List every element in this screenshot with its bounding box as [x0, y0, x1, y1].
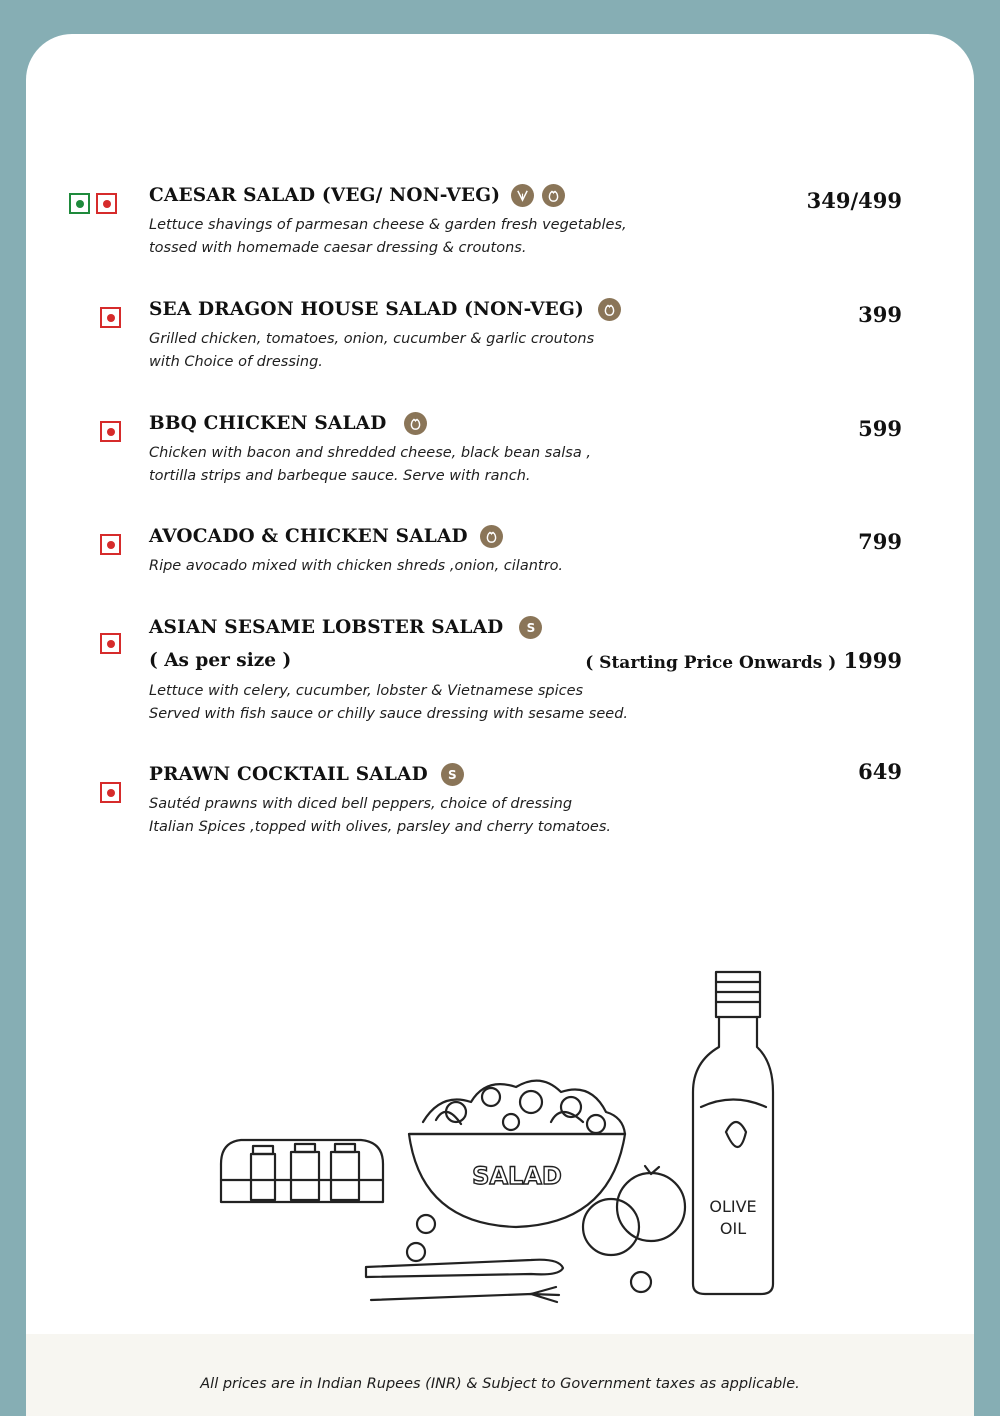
bottle-label-1: OLIVE: [709, 1197, 757, 1216]
bowl-label: SALAD: [472, 1162, 562, 1190]
chicken-icon: [598, 298, 621, 321]
size-note: ( As per size ): [149, 650, 292, 671]
veg-leaf-icon: [511, 184, 534, 207]
item-description-line: tortilla strips and barbeque sauce. Serve with ranch.: [149, 468, 531, 484]
price-note: ( Starting Price Onwards ): [585, 653, 837, 673]
seafood-s-icon: S: [441, 763, 464, 786]
item-price: 349/499: [806, 188, 902, 213]
chicken-icon: [542, 184, 565, 207]
item-title: AVOCADO & CHICKEN SALAD: [149, 526, 468, 547]
footer: [26, 1334, 974, 1416]
menu-page: [26, 34, 974, 1416]
item-description-line: Ripe avocado mixed with chicken shreds ,onion, cilantro.: [149, 558, 564, 574]
item-price: 649: [858, 759, 902, 784]
nonveg-marker-icon: [100, 534, 121, 555]
diet-markers: [69, 193, 117, 214]
item-title: PRAWN COCKTAIL SALAD: [149, 764, 428, 785]
diet-markers: [100, 307, 121, 328]
footer-note: All prices are in Indian Rupees (INR) & Subject to Government taxes as applicable.: [200, 1376, 800, 1392]
item-price: 599: [858, 416, 902, 441]
nonveg-marker-icon: [100, 421, 121, 442]
item-price: 1999: [843, 648, 902, 673]
nonveg-marker-icon: [100, 307, 121, 328]
salad-illustration: [211, 962, 791, 1307]
chicken-icon: [404, 412, 427, 435]
item-price-group: [585, 648, 902, 673]
item-title: CAESAR SALAD (VEG/ NON-VEG): [149, 185, 501, 206]
item-description-line: Lettuce with celery, cucumber, lobster & Vietnamese spices: [149, 683, 584, 699]
item-description-line: tossed with homemade caesar dressing & croutons.: [149, 240, 527, 256]
item-price: 399: [858, 302, 902, 327]
diet-markers: [100, 633, 121, 654]
spice-rack-icon: [221, 1140, 383, 1202]
item-description-line: Grilled chicken, tomatoes, onion, cucumber & garlic croutons: [149, 331, 595, 347]
item-title: ASIAN SESAME LOBSTER SALAD: [149, 617, 504, 638]
item-description-line: Lettuce shavings of parmesan cheese & garden fresh vegetables,: [149, 217, 627, 233]
cutlery-icon: [366, 1243, 563, 1302]
nonveg-marker-icon: [96, 193, 117, 214]
item-title: BBQ CHICKEN SALAD: [149, 413, 387, 434]
item-title: SEA DRAGON HOUSE SALAD (NON-VEG): [149, 299, 584, 320]
item-description-line: Served with fish sauce or chilly sauce dressing with sesame seed.: [149, 706, 629, 722]
diet-markers: [100, 782, 121, 803]
nonveg-marker-icon: [100, 633, 121, 654]
seafood-s-icon: S: [519, 616, 542, 639]
veg-marker-icon: [69, 193, 90, 214]
olive-oil-bottle-icon: [693, 972, 773, 1294]
item-price: 799: [858, 529, 902, 554]
item-description-line: with Choice of dressing.: [149, 354, 323, 370]
diet-markers: [100, 534, 121, 555]
chicken-icon: [480, 525, 503, 548]
item-description-line: Sautéd prawns with diced bell peppers, choice of dressing: [149, 796, 573, 812]
nonveg-marker-icon: [100, 782, 121, 803]
item-description-line: Chicken with bacon and shredded cheese, black bean salsa ,: [149, 445, 591, 461]
item-description-line: Italian Spices ,topped with olives, parsley and cherry tomatoes.: [149, 819, 612, 835]
diet-markers: [100, 421, 121, 442]
bottle-label-2: OIL: [719, 1219, 747, 1238]
